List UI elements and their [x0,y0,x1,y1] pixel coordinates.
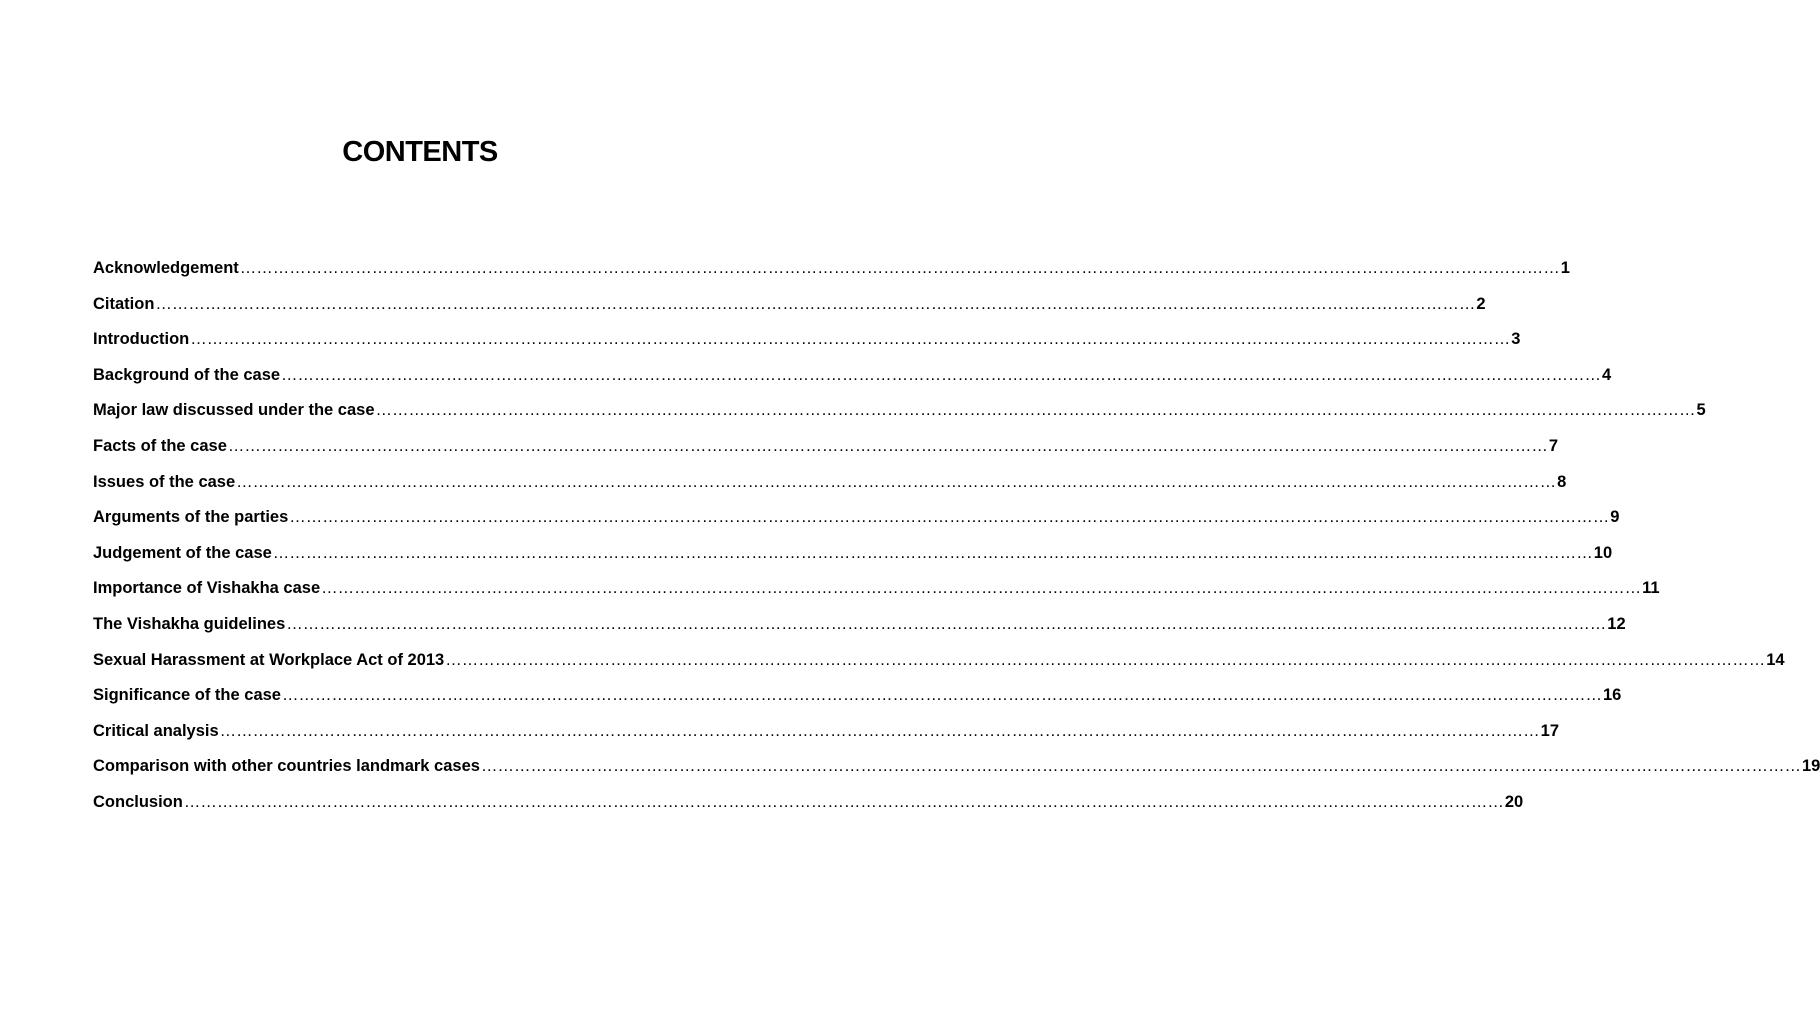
toc-entry-page-number: 2 [1476,294,1486,313]
dot-leader: …………………………………………………………………………………………………………………………………………………………………………………………………………………… [445,650,1766,669]
toc-entry-label: Background of the case [93,365,281,384]
toc-entry-page-number: 4 [1602,365,1612,384]
toc-entry-page-number: 19 [1801,757,1820,776]
toc-entry-label: Arguments of the parties [93,508,289,527]
toc-entry-page-number: 11 [1642,579,1660,598]
toc-entry [93,508,1620,544]
toc-entry-page-number: 12 [1607,614,1626,633]
dot-leader: …………………………………………………………………………………………………………………………………………………………………………………………………………………… [375,401,1696,420]
dot-leader: …………………………………………………………………………………………………………………………………………………………………………………………………………………… [155,294,1476,313]
dot-leader: …………………………………………………………………………………………………………………………………………………………………………………………………………………… [289,508,1610,527]
dot-leader: …………………………………………………………………………………………………………………………………………………………………………………………………………………… [272,543,1593,562]
dot-leader: …………………………………………………………………………………………………………………………………………………………………………………………………………………… [480,757,1801,776]
toc-entry-page-number: 14 [1766,650,1785,669]
toc-entry [93,579,1660,615]
toc-entry-label: Sexual Harassment at Workplace Act of 2013 [93,650,445,669]
toc-entry-page-number: 7 [1548,436,1559,455]
dot-leader: …………………………………………………………………………………………………………………………………………………………………………………………………………………… [219,721,1540,740]
toc-entry-page-number: 5 [1696,401,1706,420]
dot-leader: …………………………………………………………………………………………………………………………………………………………………………………………………………………… [239,259,1560,277]
toc-entry-label: Introduction [93,330,190,349]
dot-leader: …………………………………………………………………………………………………………………………………………………………………………………………………………………… [183,792,1504,811]
toc-entry-page-number: 3 [1511,330,1521,349]
table-of-contents [93,259,1820,829]
toc-entry [93,721,1560,758]
toc-entry [93,543,1613,580]
toc-entry [93,330,1521,366]
toc-entry [93,259,1570,295]
toc-entry [93,792,1524,829]
toc-entry [93,686,1622,722]
toc-entry [93,650,1785,687]
toc-entry [93,436,1559,473]
toc-entry-label: Importance of Vishakha case [93,579,321,598]
toc-entry-label: Citation [93,294,155,313]
toc-entry-label: Issues of the case [93,472,236,491]
toc-entry-label: Comparison with other countries landmark cases [93,757,480,776]
toc-entry [93,757,1820,793]
toc-entry [93,401,1706,437]
page-title: CONTENTS [342,136,498,168]
toc-entry-label: Significance of the case [93,686,281,705]
toc-entry-page-number: 10 [1593,543,1613,562]
dot-leader: …………………………………………………………………………………………………………………………………………………………………………………………………………………… [286,614,1607,633]
dot-leader: …………………………………………………………………………………………………………………………………………………………………………………………………………………… [190,330,1511,349]
toc-entry-page-number: 17 [1540,721,1560,740]
toc-entry [93,614,1626,651]
dot-leader: …………………………………………………………………………………………………………………………………………………………………………………………………………………… [321,579,1642,598]
toc-entry [93,365,1612,402]
toc-entry-label: Facts of the case [93,436,227,455]
dot-leader: …………………………………………………………………………………………………………………………………………………………………………………………………………………… [236,472,1557,491]
toc-entry-page-number: 16 [1602,686,1622,705]
toc-entry-label: Conclusion [93,792,183,811]
toc-entry-page-number: 20 [1504,792,1524,811]
dot-leader: …………………………………………………………………………………………………………………………………………………………………………………………………………………… [281,686,1602,705]
toc-entry [93,294,1486,331]
toc-entry-page-number: 8 [1557,472,1567,491]
toc-entry-label: Acknowledgement [93,259,239,277]
toc-entry-label: Critical analysis [93,721,219,740]
toc-entry-label: The Vishakha guidelines [93,614,286,633]
toc-entry-label: Judgement of the case [93,543,272,562]
toc-entry [93,472,1567,509]
dot-leader: …………………………………………………………………………………………………………………………………………………………………………………………………………………… [227,436,1548,455]
toc-entry-page-number: 1 [1560,259,1570,277]
dot-leader: …………………………………………………………………………………………………………………………………………………………………………………………………………………… [281,365,1602,384]
toc-entry-label: Major law discussed under the case [93,401,375,420]
toc-entry-page-number: 9 [1610,508,1620,527]
